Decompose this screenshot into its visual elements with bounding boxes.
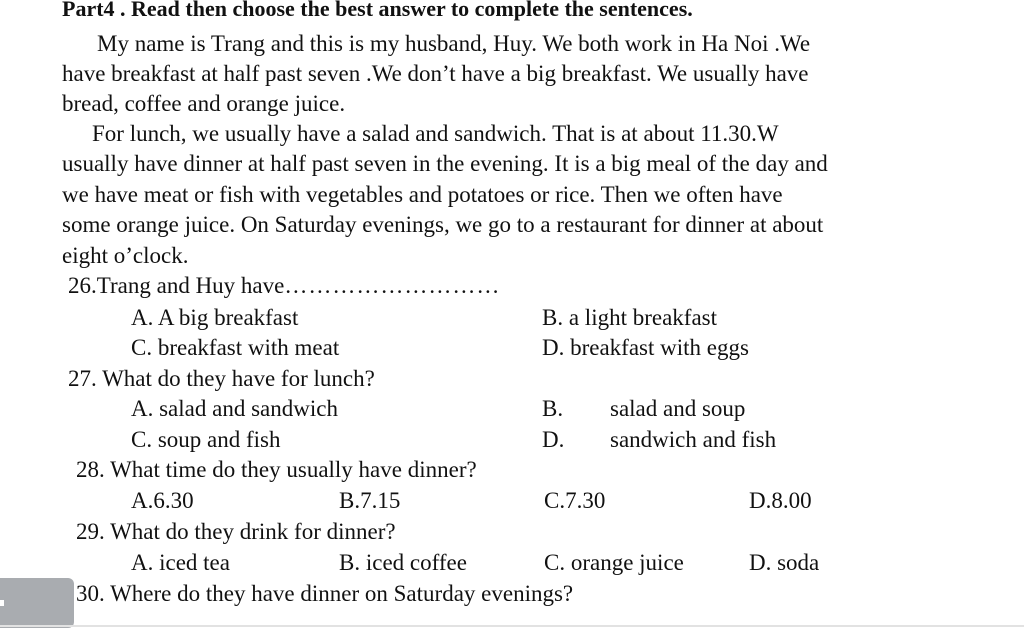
- option-d-letter: D.: [542, 427, 565, 452]
- question-30: 30. Where do they have dinner on Saturday evenings?: [76, 581, 574, 606]
- option-c: C. orange juice: [544, 550, 684, 575]
- option-d: D. breakfast with eggs: [542, 335, 749, 360]
- option-b: B. iced coffee: [339, 550, 467, 575]
- option-a: A. A big breakfast: [131, 305, 299, 330]
- option-b-text: salad and soup: [610, 396, 746, 421]
- passage-line: For lunch, we usually have a salad and sandwich. That is at about 11.30.W: [92, 121, 779, 146]
- bottom-divider: [0, 625, 1024, 627]
- option-d: D. soda: [749, 550, 820, 575]
- passage-line: usually have dinner at half past seven in the evening. It is a big meal of the day and: [62, 151, 828, 176]
- option-c: C. soup and fish: [131, 427, 281, 452]
- passage-line: have breakfast at half past seven .We don’t have a big breakfast. We usually have: [62, 61, 809, 86]
- option-b: B. a light breakfast: [542, 305, 718, 330]
- passage-line: eight o’clock.: [62, 243, 189, 268]
- passage-line: bread, coffee and orange juice.: [62, 91, 346, 116]
- question-28: 28. What time do they usually have dinner?: [76, 457, 477, 482]
- passage-line: some orange juice. On Saturday evenings, we go to a restaurant for dinner at about: [62, 212, 824, 237]
- option-b: B.7.15: [339, 488, 401, 513]
- option-b-letter: B.: [542, 396, 564, 421]
- overlay-tab[interactable]: [0, 578, 74, 628]
- option-d-text: sandwich and fish: [610, 427, 777, 452]
- option-c: C. breakfast with meat: [131, 335, 340, 360]
- option-a: A. salad and sandwich: [131, 396, 338, 421]
- question-27: 27. What do they have for lunch?: [68, 366, 375, 391]
- option-d: D.8.00: [749, 488, 812, 513]
- answer-blank: ………………………: [284, 273, 501, 298]
- section-heading: Part4 . Read then choose the best answer to complete the sentences.: [62, 0, 693, 21]
- question-stem: 26.Trang and Huy have: [68, 273, 285, 298]
- passage-line: My name is Trang and this is my husband, Huy. We both work in Ha Noi .We: [97, 31, 811, 56]
- option-a: A. iced tea: [131, 550, 230, 575]
- question-29: 29. What do they drink for dinner?: [76, 519, 396, 544]
- passage-line: we have meat or fish with vegetables and potatoes or rice. Then we often have: [62, 182, 783, 207]
- overlay-tab-marker: [0, 600, 4, 606]
- question-26: [68, 271, 500, 301]
- option-a: A.6.30: [131, 488, 194, 513]
- option-c: C.7.30: [544, 488, 606, 513]
